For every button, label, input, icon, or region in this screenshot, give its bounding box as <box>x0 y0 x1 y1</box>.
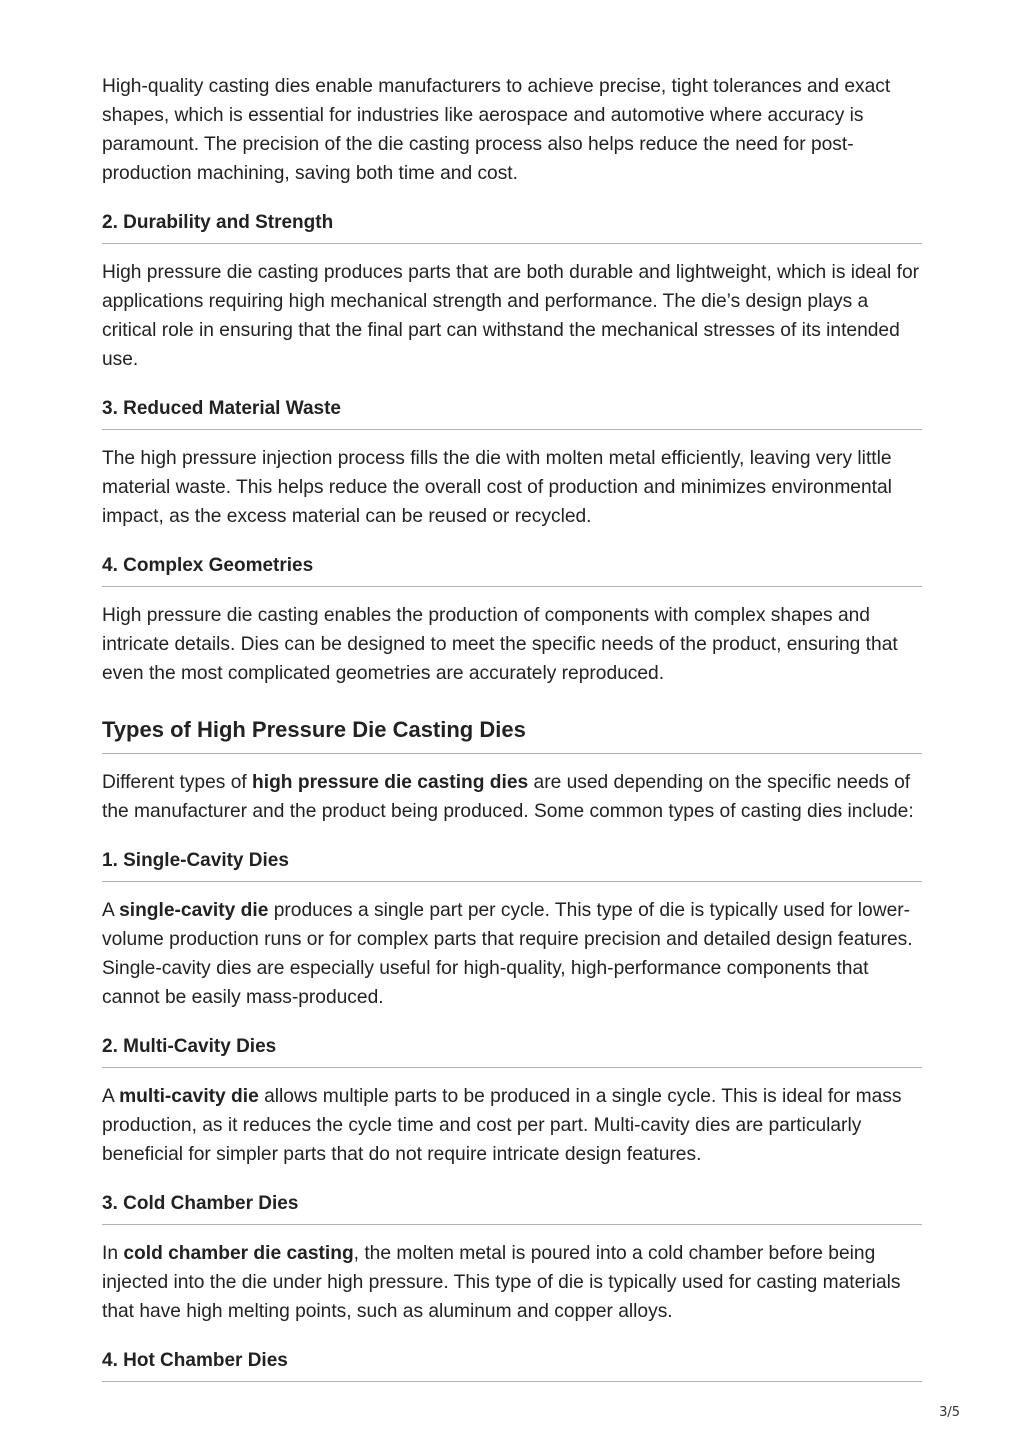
type-body-cold-chamber <box>102 1239 922 1326</box>
types-intro-bold: high pressure die casting dies <box>252 772 529 793</box>
benefit-heading-durability: 2. Durability and Strength <box>102 210 922 244</box>
type-body-bold-term: single-cavity die <box>119 900 269 921</box>
type-heading-single-cavity: 1. Single-Cavity Dies <box>102 848 922 882</box>
type-body-single-cavity <box>102 896 922 1012</box>
type-body-bold-term: multi-cavity die <box>119 1086 259 1107</box>
section-title-types: Types of High Pressure Die Casting Dies <box>102 715 922 754</box>
types-intro-paragraph <box>102 768 922 826</box>
document-body <box>102 72 922 1396</box>
page-number: 3/5 <box>939 1405 960 1420</box>
type-heading-hot-chamber: 4. Hot Chamber Dies <box>102 1348 922 1382</box>
benefit-heading-material-waste: 3. Reduced Material Waste <box>102 396 922 430</box>
types-intro-text-before: Different types of <box>102 772 253 793</box>
benefit-body-complex-geometries: High pressure die casting enables the production of components with complex shapes and intricate details. Dies can be designed to meet the specific needs of the product, ensuring that even the most complicated geometries are accurately reproduced. <box>102 605 898 684</box>
benefit-body-material-waste: The high pressure injection process fills the die with molten metal efficiently, leaving very little material waste. This helps reduce the overall cost of production and minimizes environmental impact, as the excess material can be reused or recycled. <box>102 448 892 527</box>
intro-paragraph: High-quality casting dies enable manufacturers to achieve precise, tight tolerances and exact shapes, which is essential for industries like aerospace and automotive where accuracy is paramount. The precision of the die casting process also helps reduce the need for post-production machining, saving both time and cost. <box>102 76 891 184</box>
type-body-text-after: produces a single part per cycle. This type of die is typically used for lower-volume production runs or for complex parts that require precision and detailed design features. Single-cavity dies are especially useful for high-quality, high-performance components that cannot be easily mass-produced. <box>102 900 913 1008</box>
type-body-text-before: A <box>102 900 120 921</box>
type-body-multi-cavity <box>102 1082 922 1169</box>
type-heading-multi-cavity: 2. Multi-Cavity Dies <box>102 1034 922 1068</box>
types-intro-text-after: are used depending on the specific needs of the manufacturer and the product being produced. Some common types of casting dies include: <box>102 772 914 822</box>
type-body-text-before: In <box>102 1243 124 1264</box>
type-body-text-before: A <box>102 1086 120 1107</box>
type-body-text-after: allows multiple parts to be produced in a single cycle. This is ideal for mass production, as it reduces the cycle time and cost per part. Multi-cavity dies are particularly beneficial for simpler parts that do not require intricate design features. <box>102 1086 902 1165</box>
benefit-heading-complex-geometries: 4. Complex Geometries <box>102 553 922 587</box>
type-body-text-after: , the molten metal is poured into a cold chamber before being injected into the die under high pressure. This type of die is typically used for casting materials that have high melting points, such as aluminum and copper alloys. <box>102 1243 901 1322</box>
type-heading-cold-chamber: 3. Cold Chamber Dies <box>102 1191 922 1225</box>
type-body-bold-term: cold chamber die casting <box>123 1243 354 1264</box>
benefit-body-durability: High pressure die casting produces parts that are both durable and lightweight, which is ideal for applications requiring high mechanical strength and performance. The die’s design plays a critical role in ensuring that the final part can withstand the mechanical stresses of its intended use. <box>102 262 920 370</box>
